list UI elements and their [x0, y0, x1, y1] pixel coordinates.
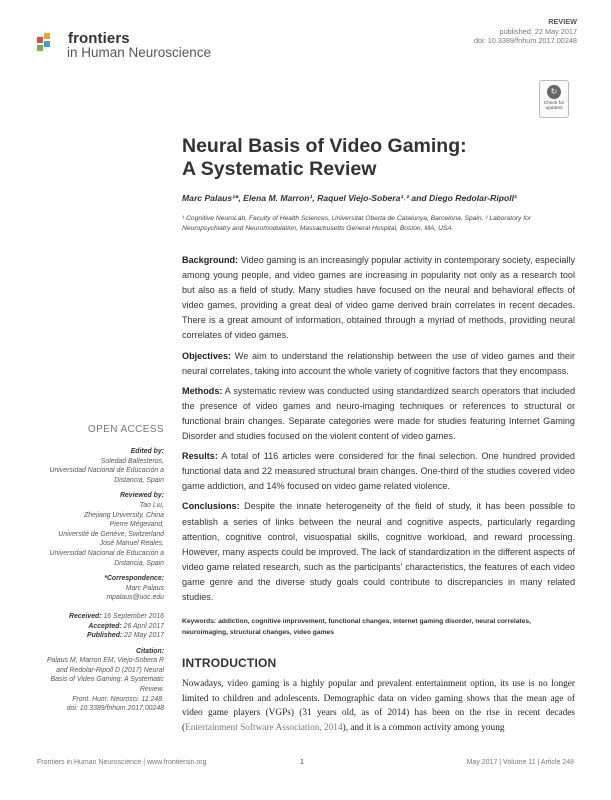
open-access-label: OPEN ACCESS: [87, 424, 164, 435]
section-heading-introduction: INTRODUCTION: [182, 656, 277, 670]
badge-label-1: Check for: [543, 101, 565, 106]
brand-name: frontiers: [68, 30, 130, 47]
article-type: REVIEW: [548, 17, 577, 26]
citation-link[interactable]: Entertainment Software Association, 2014: [185, 722, 343, 733]
frontiers-logo-icon: [37, 33, 65, 53]
title-line-2: A Systematic Review: [182, 158, 377, 180]
abstract-methods: Methods: A systematic review was conducted using standardized search operators that included the presence of video games and neuro-imaging techniques or references to structural or functional brain changes. Separate categories were made for studies featuring Internet Gaming Disorder and studies focused on the violent content of video games.: [182, 385, 575, 442]
check-for-updates-badge[interactable]: [539, 80, 569, 118]
article-title: [182, 135, 572, 181]
article-meta: [474, 17, 577, 46]
abstract-background: Background: Video gaming is an increasingly popular activity in contemporary society, especially among young people, and video games are increasing in popularity not only as a research tool but also as a field of study. Many studies have focused on the neural and behavioral effects of video games, providing a great deal of video game derived brain correlates in recent decades. There is a great amount of information, obtained through a myriad of methods, providing neural correlates of video games.: [182, 255, 576, 341]
introduction-text: Nowadays, video gaming is a highly popular and prevalent entertainment option, its use is no longer limited to children and adolescents. Demographic data on video gaming shows that the mean age of video game players (VGPs) (31 years old, as of 2014) has been on the rise in recent decades (Entertainment Software Association, 2014), and it is a common activity among young: [182, 679, 575, 733]
abstract-objectives: Objectives: We aim to understand the relationship between the use of video games and their neural correlates, taking into account the whole variety of cognitive factors that they encompass.: [182, 350, 575, 376]
affiliations: ¹ Cognitive NeuroLab, Faculty of Health Sciences, Universitat Oberta de Catalunya, Barcelona, Spain, ² Laboratory for Neuropsychiatry and Neuromodulation, Massachusetts General Hospital, Boston, MA, USA: [182, 215, 532, 232]
abstract-conclusions: Conclusions: Despite the innate heterogeneity of the field of study, it has been possible to establish a series of links between the neural and cognitive aspects, particularly regarding attention, cognitive control, visuospatial skills, cognitive workload, and reward processing. However, many aspects could be improved. The lack of standardization in the different aspects of video game related research, such as the participants' characteristics, the features of each video game genre and the diverse study goals could contribute to discrepancies in many related studies.: [182, 501, 576, 602]
title-line-1: Neural Basis of Video Gaming:: [182, 135, 467, 157]
author-list: Marc Palaus¹*, Elena M. Marron¹, Raquel Viejo-Sobera¹˒² and Diego Redolar-Ripoll¹: [182, 193, 517, 203]
page-number: 1: [300, 759, 304, 766]
abstract-results: Results: A total of 116 articles were considered for the final selection. One hundred provided functional data and 22 measured structural brain changes. One-third of the studies covered video game addiction, and 14% focused on video game related violence.: [182, 451, 575, 492]
correspondence-email[interactable]: mpalaus@uoc.edu: [106, 594, 164, 602]
doi-link[interactable]: doi: 10.3389/fnhum.2017.00248: [473, 36, 577, 46]
sidebar-metadata: Edited by: Soledad Ballesteros, Universidad Nacional de Educación a Distancia, Spain Reviewed by: Tao Liu, Zhejiang University, China Pierre Mégevand, Université de Genève, Switzerland José Manuel Reales, Universidad Nacional de Educación a Distancia, Spain *Correspondence: Marc Palaus mpalaus@uoc.edu Received: 16 September 2016 Accepted: 26 April 2017 Published: 22 May 2017 Citation: Palaus M, Marron EM, Viejo-Sobera R and Redolar-Ripoll D (2017) Neural Basis of Video Gaming: A Systematic Review. Front. Hum. Neurosci. 11:248. doi: 10.3389/fnhum.2017.00248: [14, 447, 164, 714]
abstract: [182, 253, 575, 610]
keywords: Keywords: addiction, cognitive improvement, functional changes, internet gaming disorder, neural correlates, neuroimaging, structural changes, video games: [182, 618, 531, 636]
journal-name: in Human Neuroscience: [67, 45, 212, 60]
published-date: published: 22 May 2017: [499, 26, 577, 36]
footer-issue: May 2017 | Volume 11 | Article 248: [466, 759, 574, 766]
badge-label-2: updates: [545, 106, 563, 112]
refresh-icon: ↻: [547, 85, 561, 99]
footer-journal: Frontiers in Human Neuroscience | www.frontiersin.org: [37, 759, 207, 766]
